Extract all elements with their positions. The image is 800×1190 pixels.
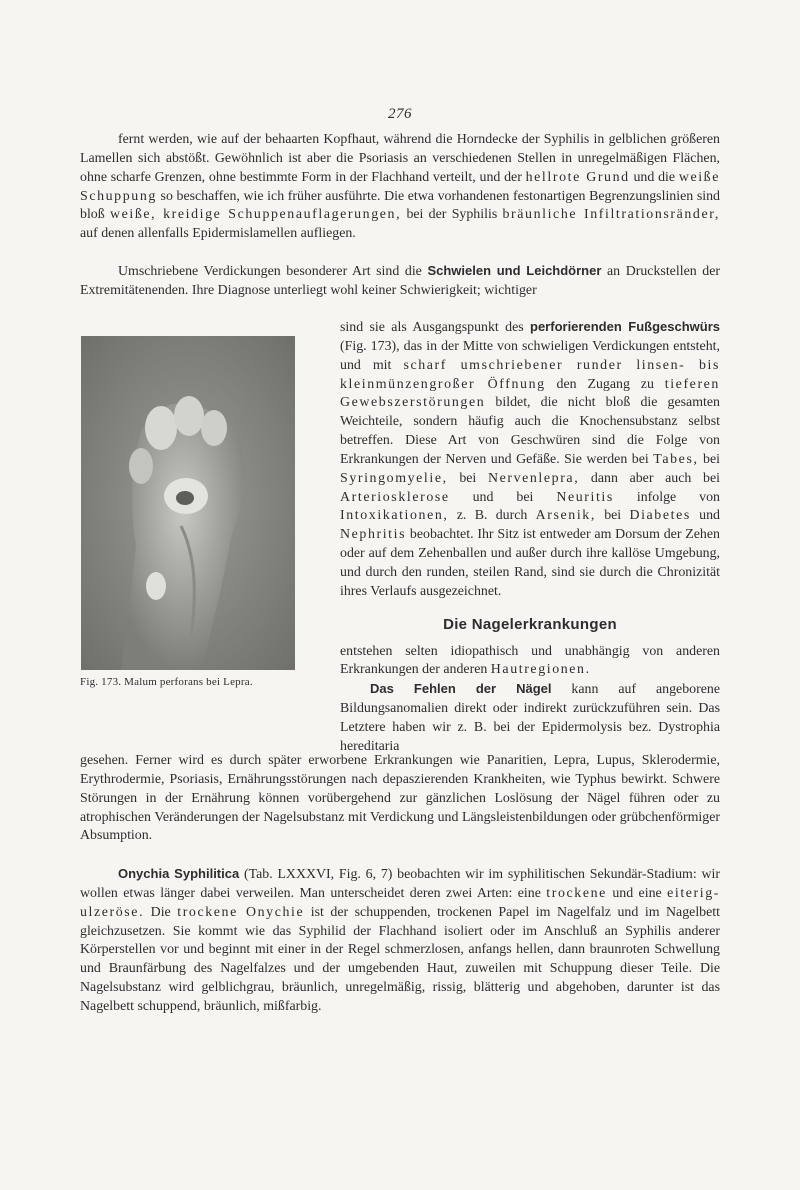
paragraph-fehlen-naegel: Das Fehlen der Nägel kann auf angeborene Bildungsanomalien direkt oder indirekt zurückzuführen sein. Das Letztere haben wir z. B. bei der Epidermolysis bez. Dystrophia hereditaria bbox=[340, 681, 720, 754]
paragraph-psoriasis: fernt werden, wie auf der behaarten Kopfhaut, während die Horndecke der Syphilis in gelblichen größeren Lamellen sich abstößt. Gewöhnlich ist aber die Psoriasis an verschiedenen Stellen in unregelmäßigen Flächen, ohne scharfe Grenzen, ohne bestimmte Form in der Flachhand verteilt, und der hellrote Grund und die weiße Schuppung so beschaffen, wie ich früher ausführte. Die etwa vorhandenen festonartigen Begrenzungslinien sind bloß weiße, kreidige Schuppenauflagerungen, bei der Syphilis bräunliche Infiltrationsränder, auf denen allenfalls Epidermislamellen aufliegen. bbox=[80, 132, 720, 242]
figure-malum-perforans bbox=[81, 336, 295, 670]
paragraph-nagelerkrankungen: entstehen selten idiopathisch und unabhängig von anderen Erkrankungen der anderen Hautregionen. bbox=[340, 643, 720, 678]
foot-photo-illustration bbox=[81, 336, 295, 670]
paragraph-schwielen: Umschriebene Verdickungen besonderer Art sind die Schwielen und Leichdörner an Druckstellen der Extremitätenenden. Ihre Diagnose unterliegt wohl keiner Schwierigkeit; wichtiger bbox=[80, 263, 720, 298]
paragraph-onychia: Onychia Syphilitica (Tab. LXXXVI, Fig. 6, 7) beobachten wir im syphilitischen Sekundär-Stadium: wir wollen etwas länger dabei verweilen. Man unterscheidet deren zwei Arten: eine trockene und eine eiterig-ulzeröse. Die trockene Onychie ist der schuppenden, trockenen Papel im Nagelfalz und im Nagelbett gleichzusetzen. Sie kommt wie das Syphilid der Flachhand isoliert oder im Anschluß an Syphilis anderer Körperstellen vor und beginnt mit einer in der Regel schmerzlosen, anfangs hellen, dann braunroten Schwellung und Braunfärbung des Nagelfalzes und der umgebenden Haut, zuweilen mit Schuppung dieser Teile. Die Nagelsubstanz wird gelblichgrau, bräunlich, unregelmäßig, rissig, blätterig und abgehoben, darunter ist das Nagelbett schuppend, bräunlich, mißfarbig. bbox=[80, 866, 721, 1014]
section-heading: Die Nagelerkrankungen bbox=[443, 615, 617, 633]
figure-caption: Fig. 173. Malum perforans bei Lepra. bbox=[80, 676, 253, 688]
paragraph-fussgeschwuer: sind sie als Ausgangspunkt des perforierenden Fußgeschwürs (Fig. 173), das in der Mitte von schwieligen Verdickungen entsteht, und mit scharf umschriebener runder linsen- bis kleinmünzengroßer Öffnung den Zugang zu tieferen Gewebszerstörungen bildet, die nicht bloß die gesamten Weichteile, sondern häufig auch die Knochensubstanz selbst betreffen. Diese Art von Geschwüren sind die Folge von Erkrankungen der Nerven und Gefäße. Sie werden bei Tabes, bei Syringomyelie, bei Nervenlepra, dann aber auch bei Arteriosklerose und bei Neuritis infolge von Intoxikationen, z. B. durch Arsenik, bei Diabetes und Nephritis beobachtet. Ihr Sitz ist entweder am Dorsum der Zehen oder auf dem Zehenballen und außer durch ihre kallöse Umgebung, und durch den runden, steilen Rand, sind sie durch die Chronizität ihres Verlaufs ausgezeichnet. Die Nagelerkrankungen entstehen selten idiopathisch und unabhängig von anderen Erkrankungen der anderen Hautregionen. Das Fehlen der Nägel kann auf angeborene Bildungsanomalien direkt oder indirekt zurückzuführen sein. Das Letztere haben wir z. B. bei der Epidermolysis bez. Dystrophia hereditaria bbox=[340, 318, 720, 757]
page-number: 276 bbox=[388, 106, 412, 122]
paragraph-erworbene: gesehen. Ferner wird es durch später erworbene Erkrankungen wie Panaritien, Lepra, Lupus, Sklerodermie, Erythrodermie, Psoriasis, Ernährungsstörungen nach depaszierenden Krankheiten, wie Typhus bewirkt. Schwere Störungen in der Ernährung können vorübergehend zur gänzlichen Loslösung der Nägel führen oder zu atrophischen Veränderungen der Nagelsubstanz mit Verdickung und Längsleistenbildungen oder grübchenförmiger Absumption. bbox=[80, 753, 720, 844]
